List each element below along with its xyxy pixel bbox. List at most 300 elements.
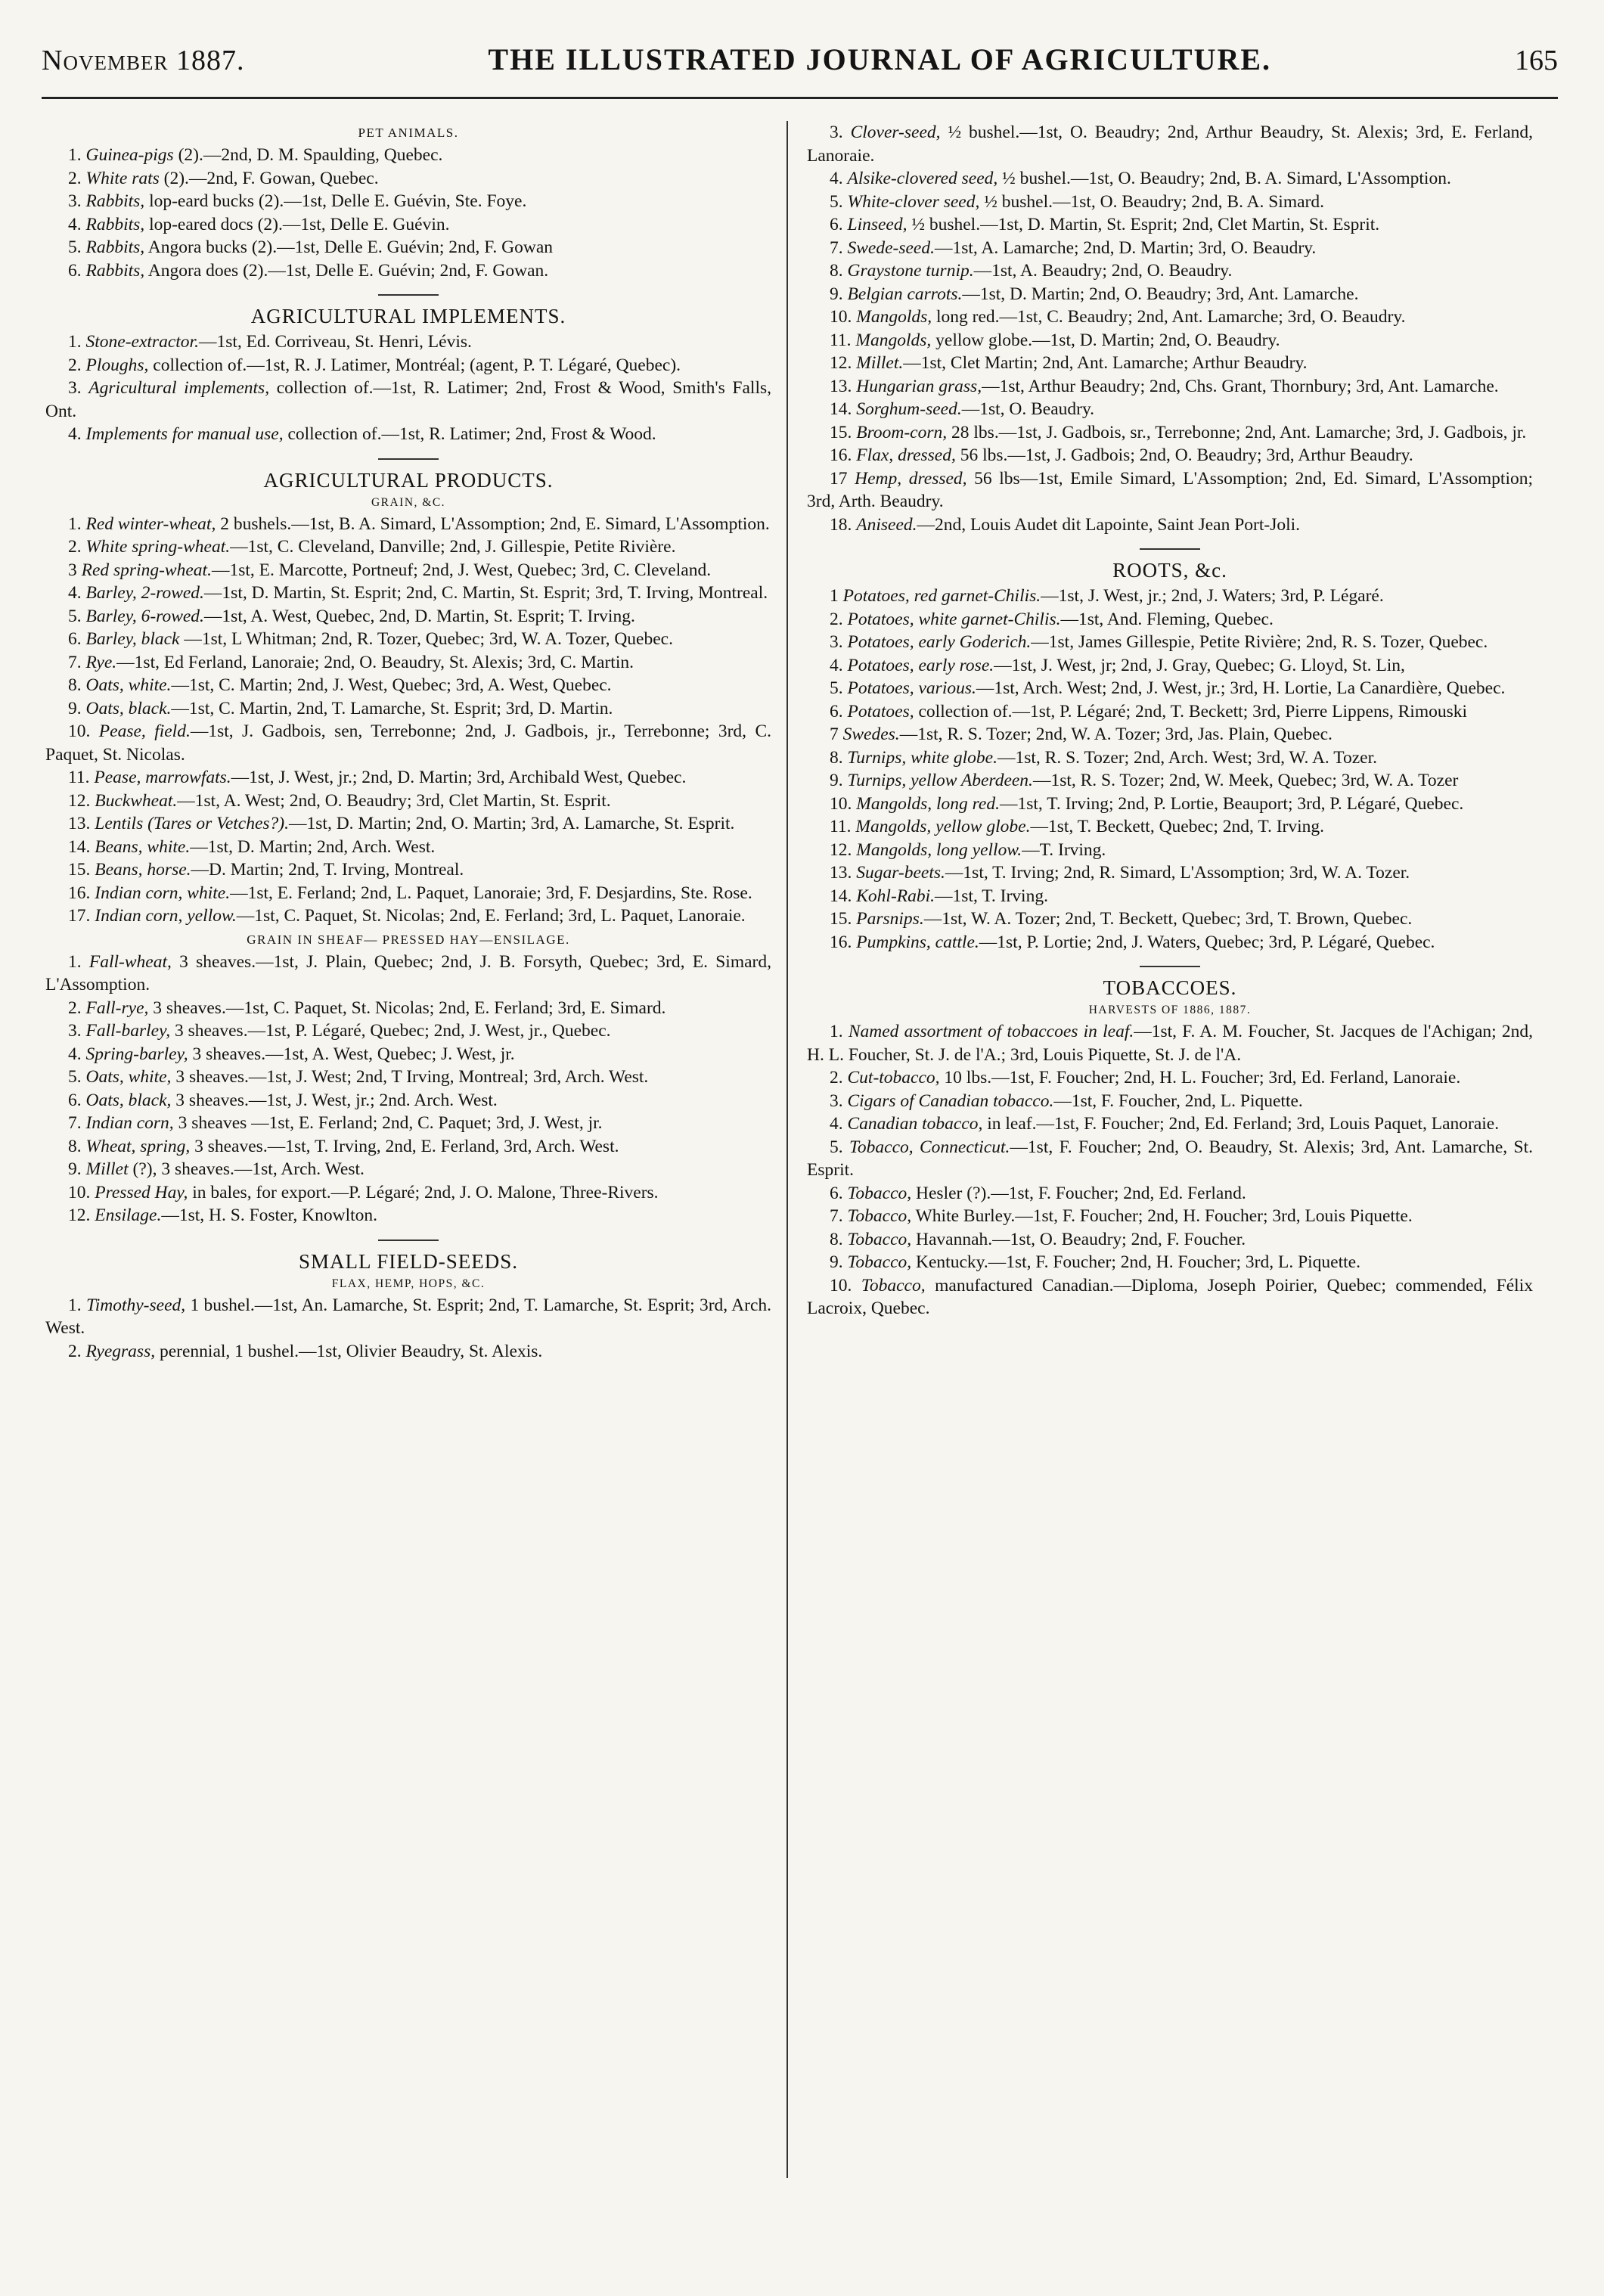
entry-awards: —1st, E. Ferland; 2nd, L. Paquet, Lanoraie; 3rd, F. Desjardins, Ste. Rose. bbox=[230, 883, 752, 903]
entry-awards: collection of.—1st, R. Latimer; 2nd, Frost & Wood. bbox=[283, 424, 656, 444]
entry-number: 16. bbox=[68, 883, 91, 903]
journal-title: THE ILLUSTRATED JOURNAL OF AGRICULTURE. bbox=[488, 42, 1272, 76]
entry-awards: ½ bushel.—1st, D. Martin, St. Esprit; 2nd, Clet Martin, St. Esprit. bbox=[907, 215, 1380, 234]
entry-awards: —1st, R. S. Tozer; 2nd, W. A. Tozer; 3rd, Jas. Plain, Quebec. bbox=[899, 724, 1333, 744]
entry-title: Mangolds, bbox=[856, 307, 932, 327]
entry-title: Potatoes, various. bbox=[847, 678, 976, 698]
entry-title: Red winter-wheat, bbox=[85, 513, 216, 534]
entry-title: Pumpkins, cattle. bbox=[856, 932, 979, 952]
entry-awards: —1st, R. S. Tozer; 2nd, W. Meek, Quebec; 3rd, W. A. Tozer bbox=[1032, 771, 1459, 790]
entry-awards: —1st, P. Lortie; 2nd, J. Waters, Quebec; 3rd, P. Légaré, Quebec. bbox=[979, 932, 1435, 952]
entry-awards: —1st, J. West, jr; 2nd, J. Gray, Quebec; G. Lloyd, St. Lin, bbox=[994, 655, 1405, 675]
prize-entry bbox=[807, 1136, 1533, 1182]
prize-entry bbox=[807, 398, 1533, 421]
entry-title: Mangolds, long yellow. bbox=[856, 839, 1022, 860]
entry-title: Barley, 6-rowed. bbox=[85, 606, 204, 626]
entry-title: Turnips, yellow Aberdeen. bbox=[847, 771, 1033, 790]
entry-awards: collection of.—1st, R. Latimer; 2nd, Frost & Wood, Smith's Falls, Ont. bbox=[45, 378, 771, 421]
prize-entry bbox=[45, 1204, 771, 1227]
entry-number: 2. bbox=[68, 168, 82, 188]
entry-number: 6. bbox=[68, 260, 82, 281]
entry-awards: —1st, A. Beaudry; 2nd, O. Beaudry. bbox=[973, 261, 1233, 281]
entry-title: Mangolds, yellow globe. bbox=[855, 817, 1031, 836]
entry-title: Pease, marrowfats. bbox=[94, 768, 231, 787]
entry-number: 12. bbox=[68, 1205, 91, 1225]
entry-number: 1. bbox=[68, 332, 82, 352]
entry-number: 14. bbox=[830, 399, 852, 419]
entry-awards: 10 lbs.—1st, F. Foucher; 2nd, H. L. Foucher; 3rd, Ed. Ferland, Lanoraie. bbox=[939, 1068, 1461, 1087]
entry-number: 6. bbox=[68, 629, 82, 649]
entry-number: 4. bbox=[68, 424, 82, 444]
entry-awards: —1st, T. Beckett, Quebec; 2nd, T. Irving. bbox=[1030, 817, 1324, 836]
entry-title: Kohl-Rabi. bbox=[856, 886, 935, 906]
entry-title: Rabbits, bbox=[85, 214, 145, 234]
prize-entry bbox=[45, 377, 771, 423]
entry-awards: yellow globe.—1st, D. Martin; 2nd, O. Beaudry. bbox=[931, 330, 1280, 350]
section-heading: PET ANIMALS. bbox=[358, 126, 459, 140]
entry-awards: —1st, D. Martin; 2nd, O. Beaudry; 3rd, Ant. Lamarche. bbox=[962, 284, 1359, 304]
section-subheading: HARVESTS OF 1886, 1887. bbox=[1088, 1004, 1252, 1016]
entry-awards: in bales, for export.—P. Légaré; 2nd, J. O. Malone, Three-Rivers. bbox=[188, 1182, 659, 1202]
entry-awards: (2).—2nd, F. Gowan, Quebec. bbox=[159, 168, 379, 188]
entry-number: 2. bbox=[68, 998, 82, 1018]
entry-awards: 3 sheaves —1st, E. Ferland; 2nd, C. Paquet; 3rd, J. West, jr. bbox=[173, 1113, 603, 1133]
entry-title: Aniseed. bbox=[856, 514, 917, 535]
entry-awards: —1st, C. Paquet, St. Nicolas; 2nd, E. Ferland; 3rd, L. Paquet, Lanoraie. bbox=[236, 906, 746, 926]
prize-entry bbox=[807, 352, 1533, 375]
prize-entry bbox=[807, 1020, 1533, 1066]
prize-entry bbox=[45, 1089, 771, 1112]
entry-title: Hemp, dressed, bbox=[855, 468, 967, 489]
prize-entry bbox=[807, 467, 1533, 513]
section-small-field-seeds bbox=[45, 1240, 771, 1364]
prize-entry bbox=[807, 421, 1533, 445]
entry-title: Wheat, spring, bbox=[85, 1136, 191, 1156]
entry-title: Beans, white. bbox=[95, 836, 191, 857]
entry-number: 15. bbox=[830, 422, 852, 442]
section-roots-c bbox=[807, 548, 1533, 954]
entry-number: 9. bbox=[68, 698, 82, 718]
entry-awards: —1st, A. West; 2nd, O. Beaudry; 3rd, Clet Martin, St. Esprit. bbox=[177, 790, 611, 811]
prize-entry bbox=[45, 167, 771, 191]
prize-entry bbox=[807, 1090, 1533, 1113]
entry-title: Cut-tobacco, bbox=[847, 1068, 940, 1087]
entry-number: 7. bbox=[830, 237, 843, 258]
entry-title: Red spring-wheat. bbox=[81, 560, 212, 580]
entry-title: Timothy-seed, bbox=[85, 1295, 186, 1315]
entry-number: 16. bbox=[830, 932, 852, 952]
entry-title: Named assortment of tobaccoes in leaf. bbox=[848, 1022, 1134, 1041]
prize-entry bbox=[807, 815, 1533, 839]
prize-entry bbox=[807, 677, 1533, 700]
entry-title: Guinea-pigs bbox=[85, 145, 174, 165]
issue-date: November 1887. bbox=[42, 45, 245, 76]
prize-entry bbox=[45, 790, 771, 813]
prize-entry bbox=[807, 1066, 1533, 1090]
entry-number: 5. bbox=[68, 606, 82, 626]
entry-awards: —1st, O. Beaudry. bbox=[961, 399, 1095, 419]
prize-entry bbox=[807, 700, 1533, 724]
entry-awards: collection of.—1st, R. J. Latimer, Montréal; (agent, P. T. Légaré, Quebec). bbox=[148, 355, 681, 375]
prize-entry bbox=[45, 951, 771, 997]
section-heading: AGRICULTURAL IMPLEMENTS. bbox=[250, 305, 566, 327]
entry-title: Hungarian grass, bbox=[856, 376, 982, 396]
section-agricultural-products bbox=[45, 458, 771, 928]
entry-title: Tobacco, Connecticut. bbox=[849, 1137, 1010, 1157]
entry-awards: long red.—1st, C. Beaudry; 2nd, Ant. Lamarche; 3rd, O. Beaudry. bbox=[932, 307, 1406, 327]
section-heading: AGRICULTURAL PRODUCTS. bbox=[263, 468, 554, 492]
entry-title: Potatoes, bbox=[847, 701, 914, 721]
entry-title: Potatoes, early Goderich. bbox=[847, 632, 1032, 652]
entry-title: Barley, black bbox=[85, 629, 180, 649]
entry-awards: —1st, D. Martin; 2nd, Arch. West. bbox=[190, 836, 436, 857]
prize-entry bbox=[45, 190, 771, 213]
entry-awards: 3 sheaves.—1st, J. West; 2nd, T Irving, Montreal; 3rd, Arch. West. bbox=[171, 1067, 649, 1087]
prize-entry bbox=[45, 858, 771, 882]
entry-awards: —1st, Arch. West; 2nd, J. West, jr.; 3rd, H. Lortie, La Canardière, Quebec. bbox=[976, 678, 1506, 698]
entry-awards: —1st, R. S. Tozer; 2nd, Arch. West; 3rd, W. A. Tozer. bbox=[997, 747, 1377, 768]
entry-awards: 3 sheaves.—1st, P. Légaré, Quebec; 2nd, J. West, jr., Quebec. bbox=[170, 1021, 611, 1041]
section-subheading: GRAIN, &C. bbox=[371, 495, 446, 509]
prize-entry bbox=[45, 354, 771, 377]
entry-title: Tobacco, bbox=[847, 1229, 912, 1249]
prize-entry bbox=[45, 836, 771, 859]
entry-number: 5. bbox=[68, 1067, 82, 1087]
entry-title: Graystone turnip. bbox=[847, 261, 974, 281]
prize-entry bbox=[807, 283, 1533, 306]
prize-entry bbox=[45, 213, 771, 237]
entry-number: 8. bbox=[830, 1229, 843, 1249]
entry-awards: (?), 3 sheaves.—1st, Arch. West. bbox=[128, 1159, 365, 1179]
prize-entry bbox=[807, 167, 1533, 191]
entry-number: 10. bbox=[830, 793, 852, 814]
entry-number: 10. bbox=[68, 721, 91, 741]
header-rule bbox=[42, 97, 1558, 99]
prize-entry bbox=[807, 444, 1533, 467]
entry-awards: in leaf.—1st, F. Foucher; 2nd, Ed. Ferland; 3rd, Louis Paquet, Lanoraie. bbox=[982, 1114, 1500, 1134]
prize-entry bbox=[45, 1019, 771, 1043]
prize-entry bbox=[45, 720, 771, 766]
entry-number: 8. bbox=[68, 675, 82, 695]
section-heading: SMALL FIELD-SEEDS. bbox=[298, 1249, 518, 1273]
entry-number: 5. bbox=[830, 1137, 843, 1157]
entry-number: 7. bbox=[68, 652, 82, 672]
entry-number: 6. bbox=[830, 215, 843, 234]
prize-entry bbox=[807, 631, 1533, 654]
prize-entry bbox=[807, 375, 1533, 399]
entry-number: 9. bbox=[830, 771, 843, 790]
prize-entry bbox=[807, 121, 1533, 167]
entry-awards: 3 sheaves.—1st, A. West, Quebec; J. West, jr. bbox=[188, 1044, 515, 1064]
entry-awards: —1st, Ed. Corriveau, St. Henri, Lévis. bbox=[198, 332, 472, 352]
entry-awards: ½ bushel.—1st, O. Beaudry; 2nd, B. A. Simard, L'Assomption. bbox=[997, 169, 1451, 188]
entry-awards: —1st, J. Gadbois, sen, Terrebonne; 2nd, J. Gadbois, jr., Terrebonne; 3rd, C. Paquet, St. Nicolas. bbox=[45, 721, 771, 765]
entry-title: Potatoes, early rose. bbox=[847, 655, 994, 675]
section-agricultural-implements bbox=[45, 294, 771, 446]
column-divider bbox=[786, 121, 788, 2178]
entry-awards: 56 lbs.—1st, J. Gadbois; 2nd, O. Beaudry; 3rd, Arthur Beaudry. bbox=[955, 445, 1413, 465]
entry-title: Fall-barley, bbox=[85, 1021, 171, 1041]
entry-title: Cigars of Canadian tobacco. bbox=[847, 1091, 1054, 1111]
entry-title: Indian corn, white. bbox=[95, 883, 231, 903]
entry-awards: Hesler (?).—1st, F. Foucher; 2nd, Ed. Ferland. bbox=[911, 1183, 1246, 1203]
entry-title: Turnips, white globe. bbox=[847, 747, 997, 768]
entry-number: 17. bbox=[68, 906, 91, 926]
entry-title: Swede-seed. bbox=[847, 237, 935, 258]
entry-number: 1 bbox=[830, 586, 839, 606]
entry-number: 11. bbox=[830, 817, 852, 836]
entry-awards: 28 lbs.—1st, J. Gadbois, sr., Terrebonne; 2nd, Ant. Lamarche; 3rd, J. Gadbois, jr. bbox=[947, 422, 1527, 442]
entry-number: 16. bbox=[830, 445, 852, 465]
prize-entry bbox=[45, 513, 771, 536]
entry-title: Sugar-beets. bbox=[856, 863, 945, 883]
prize-entry bbox=[45, 605, 771, 628]
entry-number: 15. bbox=[68, 860, 91, 880]
prize-entry bbox=[45, 766, 771, 790]
entry-awards: collection of.—1st, P. Légaré; 2nd, T. Beckett; 3rd, Pierre Lippens, Rimouski bbox=[914, 701, 1468, 721]
entry-awards: 56 lbs—1st, Emile Simard, L'Assomption; 2nd, Ed. Simard, L'Assomption; 3rd, Arth. Beaudry. bbox=[807, 468, 1534, 511]
entry-title: White-clover seed, bbox=[847, 191, 980, 212]
prize-entry bbox=[45, 812, 771, 836]
entry-title: Tobacco, bbox=[847, 1252, 912, 1272]
entry-number: 1. bbox=[68, 951, 82, 972]
entry-number: 18. bbox=[830, 514, 852, 535]
entry-title: White spring-wheat. bbox=[85, 537, 231, 557]
entry-awards: 1 bushel.—1st, An. Lamarche, St. Esprit; 2nd, T. Lamarche, St. Esprit; 3rd, Arch. West. bbox=[45, 1295, 772, 1338]
prize-entry bbox=[807, 513, 1533, 537]
entry-number: 12. bbox=[830, 839, 852, 860]
entry-number: 1. bbox=[830, 1022, 843, 1041]
entry-title: Mangolds, bbox=[855, 330, 932, 350]
entry-title: Oats, white, bbox=[85, 1067, 172, 1087]
prize-entry bbox=[45, 236, 771, 259]
entry-number: 3 bbox=[68, 560, 77, 580]
entry-number: 5. bbox=[830, 191, 843, 212]
section-rule bbox=[1140, 548, 1200, 550]
entry-awards: —1st, C. Cleveland, Danville; 2nd, J. Gillespie, Petite Rivière. bbox=[230, 537, 676, 557]
entry-title: Broom-corn, bbox=[856, 422, 948, 442]
entry-title: Buckwheat. bbox=[95, 790, 178, 811]
prize-entry bbox=[807, 1274, 1533, 1320]
entry-title: Canadian tobacco, bbox=[847, 1114, 983, 1134]
entry-awards: —1st, And. Fleming, Quebec. bbox=[1060, 609, 1274, 629]
section-heading: TOBACCOES. bbox=[1103, 976, 1237, 999]
section-pet-animals bbox=[45, 124, 771, 282]
entry-number: 5. bbox=[68, 237, 82, 257]
entry-title: Agricultural implements, bbox=[88, 378, 270, 398]
prize-entry bbox=[45, 1135, 771, 1159]
entry-number: 8. bbox=[830, 747, 843, 768]
entry-title: Indian corn, bbox=[85, 1113, 174, 1133]
entry-number: 13. bbox=[830, 863, 852, 883]
prize-entry bbox=[807, 861, 1533, 885]
entry-number: 7. bbox=[830, 1206, 843, 1226]
running-head bbox=[42, 42, 1558, 82]
prize-entry bbox=[807, 1228, 1533, 1252]
section-rule bbox=[378, 458, 439, 460]
entry-number: 3. bbox=[830, 632, 843, 652]
entry-number: 2. bbox=[68, 355, 82, 375]
entry-awards: manufactured Canadian.—Diploma, Joseph Poirier, Quebec; commended, Félix Lacroix, Quebec. bbox=[807, 1275, 1533, 1318]
entry-title: Rabbits, bbox=[85, 237, 145, 257]
prize-entry bbox=[807, 839, 1533, 862]
entry-number: 4. bbox=[68, 214, 82, 234]
entry-number: 8. bbox=[68, 1136, 82, 1156]
entry-awards: —1st, C. Martin, 2nd, T. Lamarche, St. Esprit; 3rd, D. Martin. bbox=[171, 698, 613, 718]
entry-number: 1. bbox=[68, 1295, 82, 1315]
entry-awards: lop-eared docs (2).—1st, Delle E. Guévin. bbox=[144, 214, 450, 234]
entry-awards: —1st, A. West, Quebec, 2nd, D. Martin, St. Esprit; T. Irving. bbox=[203, 606, 635, 626]
page-number: 165 bbox=[1514, 45, 1558, 76]
prize-entry bbox=[807, 1251, 1533, 1274]
entry-title: Sorghum-seed. bbox=[856, 399, 962, 419]
entry-number: 4. bbox=[830, 1114, 843, 1134]
prize-entry bbox=[45, 1294, 771, 1340]
entry-title: Barley, 2-rowed. bbox=[85, 583, 204, 603]
entry-awards: —1st, C. Martin; 2nd, J. West, Quebec; 3rd, A. West, Quebec. bbox=[171, 675, 612, 695]
prize-entry bbox=[807, 1205, 1533, 1228]
entry-number: 2. bbox=[830, 609, 843, 629]
prize-entry bbox=[45, 330, 771, 354]
entry-number: 3. bbox=[830, 1091, 843, 1111]
entry-title: Fall-wheat, bbox=[88, 951, 172, 972]
prize-entry bbox=[45, 1043, 771, 1066]
entry-awards: —1st, H. S. Foster, Knowlton. bbox=[161, 1205, 378, 1225]
prize-entry bbox=[807, 746, 1533, 770]
prize-entry bbox=[45, 651, 771, 675]
entry-number: 6. bbox=[830, 701, 843, 721]
entry-number: 4. bbox=[68, 583, 82, 603]
entry-awards: —1st, L Whitman; 2nd, R. Tozer, Quebec; 3rd, W. A. Tozer, Quebec. bbox=[179, 629, 673, 649]
entry-awards: —1st, A. Lamarche; 2nd, D. Martin; 3rd, O. Beaudry. bbox=[935, 237, 1317, 258]
prize-entry bbox=[45, 997, 771, 1020]
entry-title: Tobacco, bbox=[847, 1206, 912, 1226]
entry-title: Oats, black. bbox=[85, 698, 172, 718]
entry-awards: 3 sheaves.—1st, C. Paquet, St. Nicolas; 2nd, E. Ferland; 3rd, E. Simard. bbox=[148, 998, 666, 1018]
entry-awards: —1st, F. Foucher, 2nd, L. Piquette. bbox=[1053, 1091, 1303, 1111]
entry-title: Swedes. bbox=[842, 724, 900, 744]
entry-awards: —1st, T. Irving. bbox=[935, 886, 1048, 906]
entry-number: 10. bbox=[68, 1182, 91, 1202]
entry-awards: (2).—2nd, D. M. Spaulding, Quebec. bbox=[173, 145, 443, 165]
entry-title: Lentils (Tares or Vetches?). bbox=[95, 814, 290, 833]
entry-title: Ryegrass, bbox=[85, 1341, 156, 1361]
entry-awards: —1st, F. Foucher; 2nd, O. Beaudry, St. Alexis; 3rd, Ant. Lamarche, St. Esprit. bbox=[807, 1137, 1534, 1180]
prize-entry bbox=[45, 1340, 771, 1364]
entry-awards: Havannah.—1st, O. Beaudry; 2nd, F. Foucher. bbox=[911, 1229, 1246, 1249]
entry-title: Fall-rye, bbox=[85, 998, 149, 1018]
entry-title: Ensilage. bbox=[95, 1205, 162, 1225]
entry-number: 14. bbox=[830, 886, 852, 906]
entry-number: 10. bbox=[830, 1275, 852, 1295]
prize-entry bbox=[807, 191, 1533, 214]
entry-awards: —1st, D. Martin, St. Esprit; 2nd, C. Martin, St. Esprit; 3rd, T. Irving, Montreal. bbox=[203, 583, 768, 603]
entry-number: 3. bbox=[68, 1021, 82, 1041]
section-rule bbox=[1140, 966, 1200, 967]
entry-number: 10. bbox=[830, 307, 852, 327]
entry-awards: Angora does (2).—1st, Delle E. Guévin; 2nd, F. Gowan. bbox=[144, 260, 549, 281]
entry-number: 11. bbox=[830, 330, 852, 350]
prize-entry bbox=[807, 769, 1533, 793]
left-column bbox=[45, 121, 771, 1363]
entry-title: Ploughs, bbox=[85, 355, 149, 375]
entry-title: Belgian carrots. bbox=[847, 284, 963, 304]
prize-entry bbox=[45, 904, 771, 928]
prize-entry bbox=[45, 1112, 771, 1135]
entry-awards: —1st, J. West, jr.; 2nd, J. Waters; 3rd, P. Légaré. bbox=[1041, 586, 1384, 606]
entry-number: 9. bbox=[830, 1252, 843, 1272]
entry-title: Oats, black, bbox=[85, 1090, 172, 1110]
prize-entry bbox=[807, 306, 1533, 329]
entry-awards: —1st, Arthur Beaudry; 2nd, Chs. Grant, Thornbury; 3rd, Ant. Lamarche. bbox=[982, 376, 1499, 396]
entry-title: Linseed, bbox=[847, 215, 907, 234]
prize-entry bbox=[45, 697, 771, 721]
entry-title: Stone-extractor. bbox=[85, 332, 199, 352]
entry-title: Flax, dressed, bbox=[856, 445, 956, 465]
section-subheading: FLAX, HEMP, HOPS, &C. bbox=[331, 1277, 486, 1290]
entry-awards: —1st, Ed Ferland, Lanoraie; 2nd, O. Beaudry, St. Alexis; 3rd, C. Martin. bbox=[116, 652, 634, 672]
section-rule bbox=[378, 294, 439, 296]
entry-awards: ½ bushel.—1st, O. Beaudry; 2nd, Arthur Beaudry, St. Alexis; 3rd, E. Ferland, Lanoraie. bbox=[807, 123, 1533, 166]
prize-entry bbox=[807, 908, 1533, 931]
prize-entry bbox=[45, 582, 771, 605]
section-tobaccoes bbox=[807, 966, 1533, 1320]
entry-number: 12. bbox=[68, 790, 91, 811]
entry-number: 13. bbox=[830, 376, 852, 396]
entry-number: 7 bbox=[830, 724, 839, 744]
prize-entry bbox=[45, 674, 771, 697]
prize-entry bbox=[807, 329, 1533, 352]
section-rule bbox=[378, 1240, 439, 1241]
entry-awards: 2 bushels.—1st, B. A. Simard, L'Assomption; 2nd, E. Simard, L'Assomption. bbox=[216, 513, 770, 534]
prize-entry bbox=[45, 628, 771, 651]
entry-number: 9. bbox=[830, 284, 843, 304]
entry-title: Beans, horse. bbox=[95, 860, 191, 880]
section-section bbox=[807, 121, 1533, 536]
entry-awards: Angora bucks (2).—1st, Delle E. Guévin; 2nd, F. Gowan bbox=[144, 237, 554, 257]
entry-number: 12. bbox=[830, 353, 852, 373]
entry-awards: —D. Martin; 2nd, T. Irving, Montreal. bbox=[191, 860, 464, 880]
entry-number: 1. bbox=[68, 513, 82, 534]
prize-entry bbox=[45, 144, 771, 167]
entry-awards: —1st, J. West, jr.; 2nd, D. Martin; 3rd, Archibald West, Quebec. bbox=[231, 768, 687, 787]
entry-number: 9. bbox=[68, 1159, 82, 1179]
prize-entry bbox=[45, 259, 771, 283]
prize-entry bbox=[807, 931, 1533, 954]
entry-awards: —1st, F. A. M. Foucher, St. Jacques de l'Achigan; 2nd, H. L. Foucher, St. J. de l'A.; 3rd, Louis Piquette, St. J. de l'A. bbox=[807, 1022, 1534, 1065]
entry-title: Millet bbox=[85, 1159, 129, 1179]
entry-number: 2. bbox=[830, 1068, 843, 1087]
entry-title: Clover-seed, bbox=[850, 123, 941, 142]
entry-title: Alsike-clovered seed, bbox=[847, 169, 998, 188]
entry-number: 4. bbox=[830, 169, 843, 188]
entry-number: 2. bbox=[68, 1341, 82, 1361]
entry-awards: perennial, 1 bushel.—1st, Olivier Beaudry, St. Alexis. bbox=[155, 1341, 543, 1361]
entry-title: Tobacco, bbox=[847, 1183, 912, 1203]
prize-entry bbox=[807, 608, 1533, 631]
entry-awards: White Burley.—1st, F. Foucher; 2nd, H. Foucher; 3rd, Louis Piquette. bbox=[911, 1206, 1413, 1226]
prize-entry bbox=[807, 654, 1533, 678]
entry-number: 13. bbox=[68, 814, 91, 833]
prize-entry bbox=[807, 793, 1533, 816]
section-heading: ROOTS, &c. bbox=[1112, 559, 1227, 582]
entry-awards: —1st, W. A. Tozer; 2nd, T. Beckett, Quebec; 3rd, T. Brown, Quebec. bbox=[923, 909, 1413, 929]
entry-title: Oats, white. bbox=[85, 675, 172, 695]
entry-number: 2. bbox=[68, 537, 82, 557]
entry-title: Pease, field. bbox=[98, 721, 191, 741]
entry-title: White rats bbox=[85, 168, 160, 188]
entry-title: Spring-barley, bbox=[85, 1044, 188, 1064]
